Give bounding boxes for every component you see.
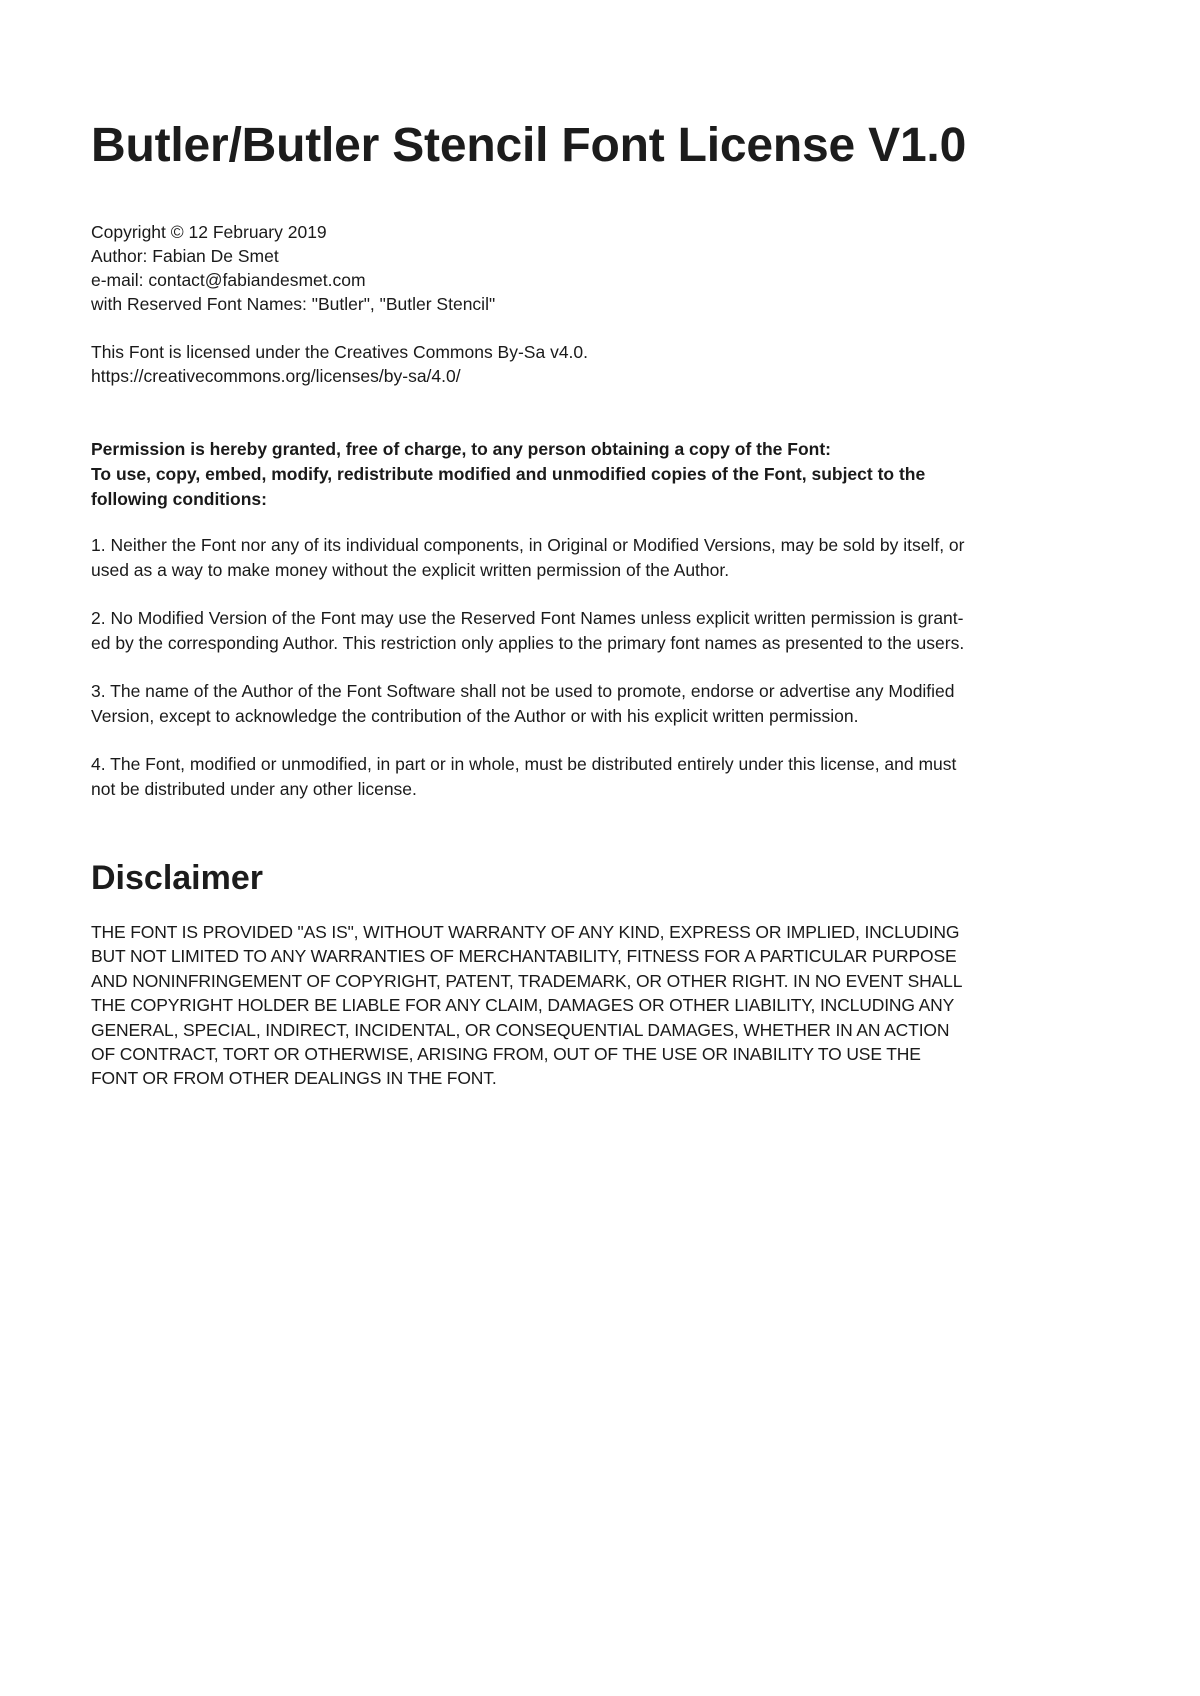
license-url: https://creativecommons.org/licenses/by-sa/4.0/ [91,366,461,386]
reserved-names-line: with Reserved Font Names: "Butler", "Butler Stencil" [91,294,496,314]
document-content [91,118,1121,1091]
disclaimer-heading: Disclaimer [91,859,263,897]
disclaimer-line: FONT OR FROM OTHER DEALINGS IN THE FONT. [91,1068,497,1089]
permission-line: To use, copy, embed, modify, redistribute modified and unmodified copies of the Font, subject to the [91,464,926,484]
copyright-block [91,220,1121,316]
clause-line: 1. Neither the Font nor any of its individual components, in Original or Modified Versions, may be sold by itself, or [91,535,965,555]
disclaimer-line: THE COPYRIGHT HOLDER BE LIABLE FOR ANY CLAIM, DAMAGES OR OTHER LIABILITY, INCLUDING ANY [91,995,955,1016]
permission-line: Permission is hereby granted, free of charge, to any person obtaining a copy of the Font: [91,439,831,459]
clause-4 [91,752,1121,802]
disclaimer-paragraph [91,920,1121,1091]
clause-line: 2. No Modified Version of the Font may use the Reserved Font Names unless explicit written permission is grant- [91,608,964,628]
disclaimer-line: AND NONINFRINGEMENT OF COPYRIGHT, PATENT, TRADEMARK, OR OTHER RIGHT. IN NO EVENT SHALL [91,970,963,991]
copyright-line: Copyright © 12 February 2019 [91,222,327,242]
permission-line: following conditions: [91,489,267,509]
email-line: e-mail: contact@fabiandesmet.com [91,270,366,290]
permission-paragraph [91,437,1121,512]
clause-line: Version, except to acknowledge the contribution of the Author or with his explicit written permission. [91,706,859,726]
clause-line: 3. The name of the Author of the Font Software shall not be used to promote, endorse or advertise any Modified [91,681,955,701]
license-statement: This Font is licensed under the Creatives Commons By-Sa v4.0. [91,342,589,362]
author-line: Author: Fabian De Smet [91,246,279,266]
clause-line: ed by the corresponding Author. This restriction only applies to the primary font names as presented to the users. [91,633,965,653]
disclaimer-line: OF CONTRACT, TORT OR OTHERWISE, ARISING FROM, OUT OF THE USE OR INABILITY TO USE THE [91,1044,921,1065]
disclaimer-line: GENERAL, SPECIAL, INDIRECT, INCIDENTAL, OR CONSEQUENTIAL DAMAGES, WHETHER IN AN ACTION [91,1019,950,1040]
clause-1 [91,533,1121,583]
document-title: Butler/Butler Stencil Font License V1.0 [91,119,967,172]
disclaimer-line: THE FONT IS PROVIDED "AS IS", WITHOUT WARRANTY OF ANY KIND, EXPRESS OR IMPLIED, INCLUDING [91,922,960,942]
disclaimer-line: BUT NOT LIMITED TO ANY WARRANTIES OF MERCHANTABILITY, FITNESS FOR A PARTICULAR PURPOSE [91,946,957,967]
license-block [91,340,1121,388]
clause-2 [91,606,1121,656]
clause-line: not be distributed under any other license. [91,779,417,799]
clause-line: used as a way to make money without the explicit written permission of the Author. [91,560,730,580]
clause-3 [91,679,1121,729]
clause-line: 4. The Font, modified or unmodified, in part or in whole, must be distributed entirely under this license, and must [91,754,957,774]
